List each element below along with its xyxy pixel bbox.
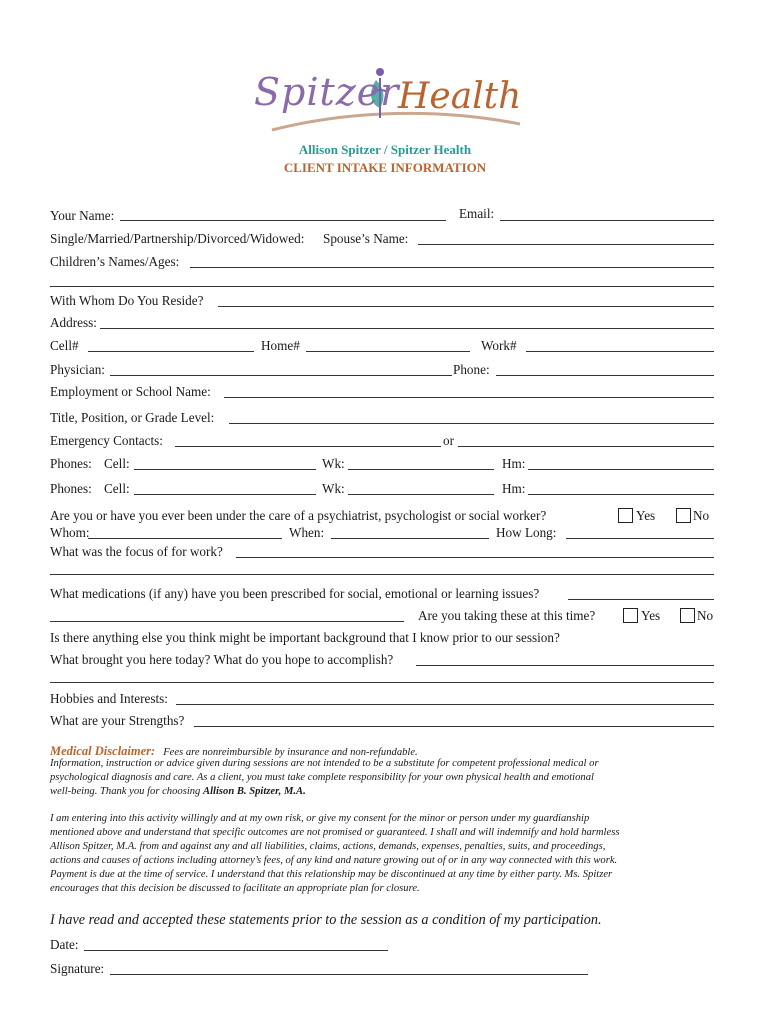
signature-field[interactable]: [110, 962, 588, 975]
brought-field[interactable]: [416, 653, 714, 666]
logo: [240, 58, 530, 138]
address-field[interactable]: [100, 316, 714, 329]
work-label: Work#: [481, 338, 517, 353]
focus-field[interactable]: [236, 545, 714, 558]
practice-name: Allison Spitzer / Spitzer Health: [298, 142, 472, 157]
taking-no-checkbox[interactable]: [680, 608, 695, 623]
whom-label: Whom:: [50, 525, 90, 540]
children-label: Children’s Names/Ages:: [50, 254, 180, 269]
home-label: Home#: [261, 338, 300, 353]
wk-label-1: Wk:: [322, 456, 345, 471]
consent-line-2: mentioned above and understand that specific outcomes are not promised or guaranteed. I shall and will indemnify and hold harmless: [50, 827, 620, 838]
form-title: CLIENT INTAKE INFORMATION: [283, 160, 487, 175]
emergency-wk-2[interactable]: [348, 482, 494, 495]
taking-yes-checkbox[interactable]: [623, 608, 638, 623]
emergency-hm-1[interactable]: [528, 457, 714, 470]
cell-label-2: Cell:: [104, 481, 130, 496]
reside-field[interactable]: [218, 294, 714, 307]
email-label: Email:: [459, 206, 495, 221]
cell-label: Cell#: [50, 338, 79, 353]
or-label: or: [443, 433, 454, 448]
acceptance-statement: I have read and accepted these statements prior to the session as a condition of my participation.: [50, 912, 602, 928]
consent-line-6: encourages that this decision be discussed to facilitate an appropriate plan for closure.: [50, 883, 420, 894]
date-label: Date:: [50, 937, 79, 952]
cell-field[interactable]: [88, 339, 254, 352]
your-name-field[interactable]: [120, 208, 446, 221]
disclaimer-line2: Information, instruction or advice given during sessions are not intended to be a substitute for competent professional medical or: [50, 758, 599, 769]
email-field[interactable]: [500, 208, 714, 221]
work-field[interactable]: [526, 339, 714, 352]
title-field[interactable]: [229, 411, 714, 424]
how-long-label: How Long:: [496, 525, 557, 540]
consent-line-5: Payment is due at the time of service. I understand that this relationship may be discontinued at any time by either party. Ms. Spitzer: [50, 869, 613, 880]
consent-line-3: Allison Spitzer, M.A. from and against any and all liabilities, claims, actions, demands, expenses, penalties, suits, and proceedings,: [50, 841, 606, 852]
date-field[interactable]: [84, 938, 388, 951]
emergency-field-1[interactable]: [175, 434, 441, 447]
signature-label: Signature:: [50, 961, 105, 976]
taking-no-label: No: [697, 608, 714, 623]
hobbies-label: Hobbies and Interests:: [50, 691, 168, 706]
taking-label: Are you taking these at this time?: [418, 608, 596, 623]
when-label: When:: [289, 525, 325, 540]
focus-label: What was the focus of for work?: [50, 544, 223, 559]
hobbies-field[interactable]: [176, 692, 714, 705]
brought-label: What brought you here today? What do you hope to accomplish?: [50, 652, 394, 667]
logo-word-health: Health: [398, 76, 522, 117]
employment-field[interactable]: [224, 385, 714, 398]
hm-label-1: Hm:: [502, 456, 526, 471]
title-label: Title, Position, or Grade Level:: [50, 410, 215, 425]
logo-word-spitzer: Spitzer: [254, 70, 400, 114]
anything-label: Is there anything else you think might be important background that I know prior to our session?: [50, 630, 560, 645]
disclaimer-line3: psychological diagnosis and care. As a client, you must take complete responsibility for your own physical health and emotional: [50, 772, 594, 783]
when-field[interactable]: [331, 526, 489, 539]
emergency-cell-2[interactable]: [134, 482, 316, 495]
meds-field-line2[interactable]: [50, 609, 404, 622]
taking-yes-label: Yes: [641, 608, 661, 623]
focus-field-line2[interactable]: [50, 573, 714, 575]
hm-label-2: Hm:: [502, 481, 526, 496]
disclaimer-fees: Fees are nonreimbursible by insurance and non-refundable.: [163, 747, 418, 758]
care-no-checkbox[interactable]: [676, 508, 691, 523]
phones-label-2: Phones:: [50, 481, 92, 496]
emergency-cell-1[interactable]: [134, 457, 316, 470]
strengths-field[interactable]: [194, 714, 714, 727]
physician-field[interactable]: [110, 363, 452, 376]
children-field[interactable]: [190, 255, 714, 268]
emergency-label: Emergency Contacts:: [50, 433, 163, 448]
whom-field[interactable]: [88, 526, 282, 539]
physician-label: Physician:: [50, 362, 105, 377]
spouse-field[interactable]: [418, 232, 714, 245]
brought-field-line2[interactable]: [50, 681, 714, 683]
phone-field[interactable]: [496, 363, 714, 376]
disclaimer-heading: Medical Disclaimer:: [50, 744, 156, 758]
employment-label: Employment or School Name:: [50, 384, 211, 399]
meds-label: What medications (if any) have you been prescribed for social, emotional or learning issues?: [50, 586, 540, 601]
meds-field[interactable]: [568, 587, 714, 600]
spouse-label: Spouse’s Name:: [323, 231, 409, 246]
phone-label: Phone:: [453, 362, 490, 377]
emergency-wk-1[interactable]: [348, 457, 494, 470]
disclaimer-line4: [50, 785, 730, 799]
how-long-field[interactable]: [566, 526, 714, 539]
care-no-label: No: [693, 508, 710, 523]
emergency-hm-2[interactable]: [528, 482, 714, 495]
children-field-line2[interactable]: [50, 285, 714, 287]
consent-line-4: actions and causes of actions including attorney’s fees, of any kind and nature growing out of or in any way connected with this work.: [50, 855, 618, 866]
consent-line-1: I am entering into this activity willingly and at my own risk, or give my consent for the minor or person under my guardianship: [50, 813, 590, 824]
home-field[interactable]: [306, 339, 470, 352]
your-name-label: Your Name:: [50, 208, 115, 223]
disclaimer-thanks: well-being. Thank you for choosing: [50, 786, 204, 797]
strengths-label: What are your Strengths?: [50, 713, 185, 728]
address-label: Address:: [50, 315, 97, 330]
care-question: Are you or have you ever been under the care of a psychiatrist, psychologist or social worker?: [50, 508, 547, 523]
wk-label-2: Wk:: [322, 481, 345, 496]
care-yes-checkbox[interactable]: [618, 508, 633, 523]
cell-label-1: Cell:: [104, 456, 130, 471]
phones-label-1: Phones:: [50, 456, 92, 471]
disclaimer-name: Allison B. Spitzer, M.A.: [203, 786, 306, 797]
marital-label: Single/Married/Partnership/Divorced/Widowed:: [50, 231, 305, 246]
reside-label: With Whom Do You Reside?: [50, 293, 204, 308]
emergency-field-2[interactable]: [458, 434, 714, 447]
care-yes-label: Yes: [636, 508, 656, 523]
